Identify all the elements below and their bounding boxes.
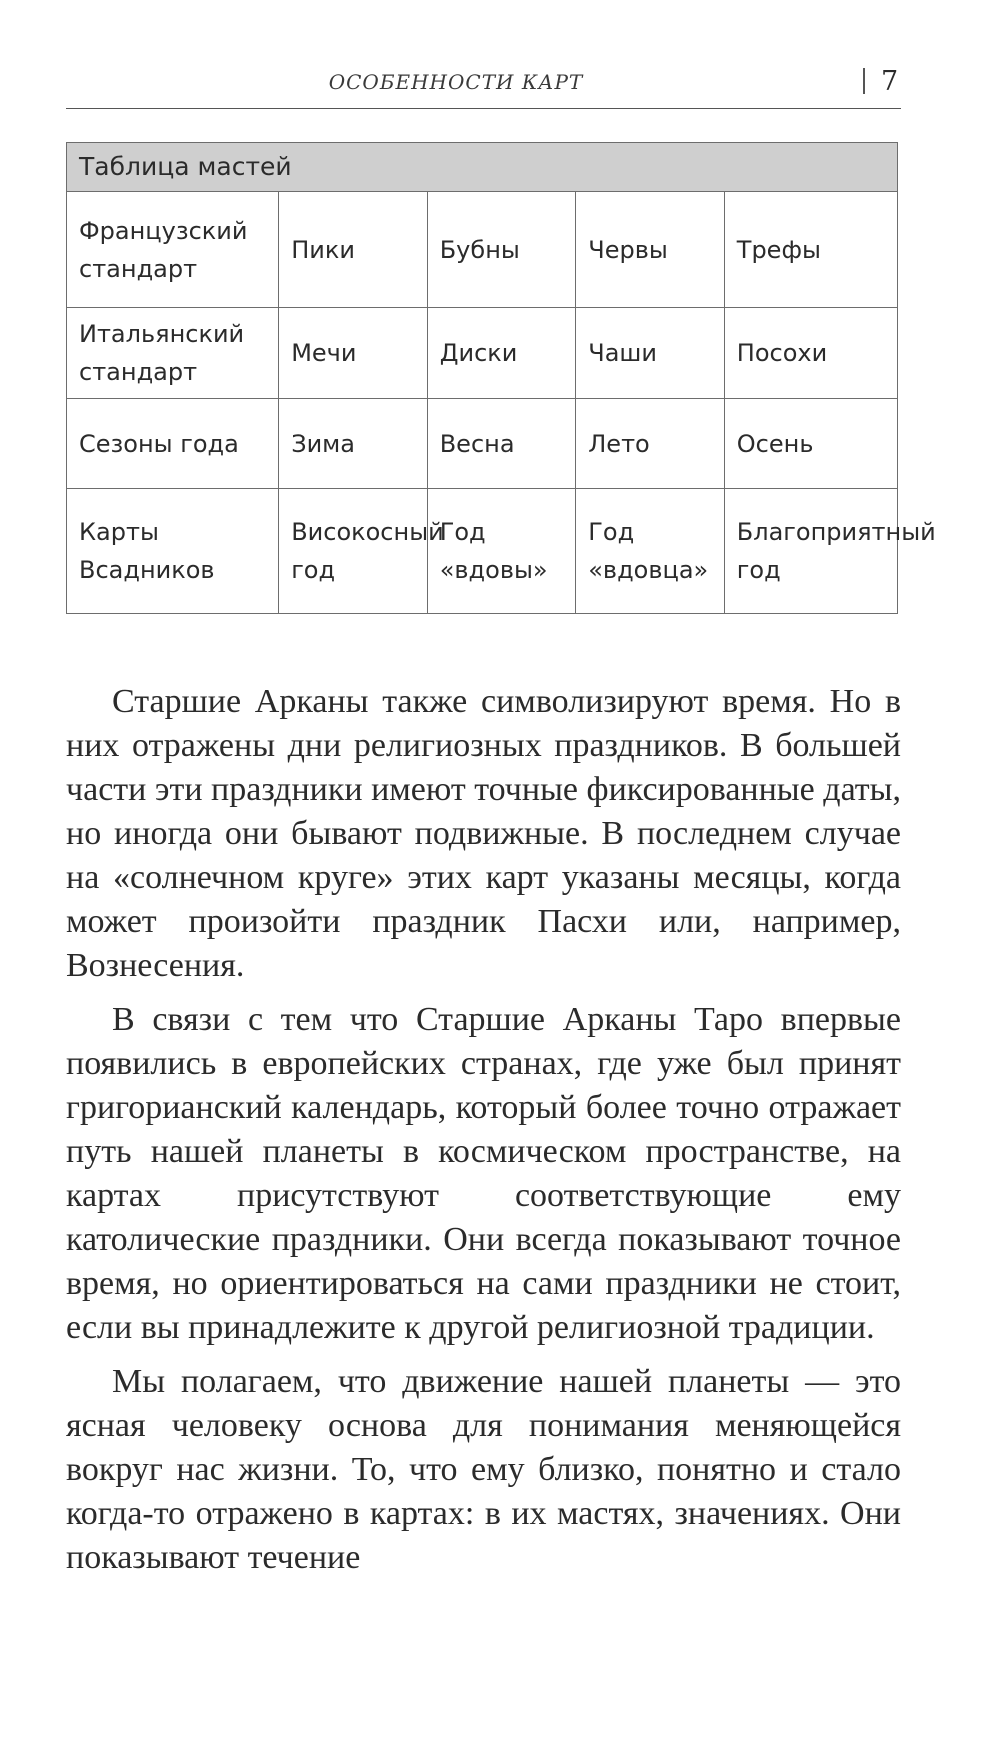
running-title: ОСОБЕННОСТИ КАРТ [328, 70, 584, 94]
table-cell: Осень [724, 399, 897, 489]
suits-table [66, 142, 936, 614]
running-header [66, 64, 901, 109]
table-caption-row [67, 143, 898, 192]
table-row [67, 192, 898, 308]
paragraph: Старшие Арканы также символизируют время. Но в них отражены дни религиозных праздников. В большей части эти праздники имеют точные фиксированные даты, но иногда они бывают подвижные. В последнем случае на «солнечном круге» этих карт указаны месяцы, когда может произойти праздник Пасхи или, например, Вознесения. [66, 683, 901, 984]
table-cell: Весна [427, 399, 576, 489]
table-cell: Сезоны года [67, 399, 279, 489]
paragraph: В связи с тем что Старшие Арканы Таро впервые появились в европейских странах, где уже был принят григорианский календарь, который более точно отражает путь нашей планеты в космическом пространстве, на картах присутствуют соответствующие ему католические праздники. Они всегда показывают точное время, но ориентироваться на сами праздники не стоит, если вы принадлежите к другой религиозной традиции. [66, 1001, 901, 1346]
table-cell: Французский стандарт [67, 192, 279, 308]
page-number: 7 [881, 66, 899, 97]
table-cell: Трефы [724, 192, 897, 308]
table-cell: Итальянский стандарт [67, 308, 279, 399]
table-cell: Диски [427, 308, 576, 399]
table-cell: Чаши [576, 308, 725, 399]
table-row [67, 308, 898, 399]
table-cell: Благоприятный год [724, 489, 897, 614]
table-cell: Лето [576, 399, 725, 489]
table-row [67, 489, 898, 614]
body-text [66, 680, 901, 1580]
header-divider [863, 68, 865, 94]
table-cell: Мечи [279, 308, 428, 399]
table-cell: Карты Всадников [67, 489, 279, 614]
table-cell: Зима [279, 399, 428, 489]
table-cell: Червы [576, 192, 725, 308]
table-cell: Год «вдовца» [576, 489, 725, 614]
table-cell: Високосный год [279, 489, 428, 614]
table-cell: Бубны [427, 192, 576, 308]
table-cell: Посохи [724, 308, 897, 399]
table-cell: Пики [279, 192, 428, 308]
table-caption: Таблица мастей [67, 143, 898, 192]
paragraph: Мы полагаем, что движение нашей планеты — это ясная человеку основа для понимания меняющейся вокруг нас жизни. То, что ему близко, понятно и стало когда-то отражено в картах: в их мастях, значениях. Они показывают течение [66, 1363, 901, 1576]
table-row [67, 399, 898, 489]
table-cell: Год «вдовы» [427, 489, 576, 614]
